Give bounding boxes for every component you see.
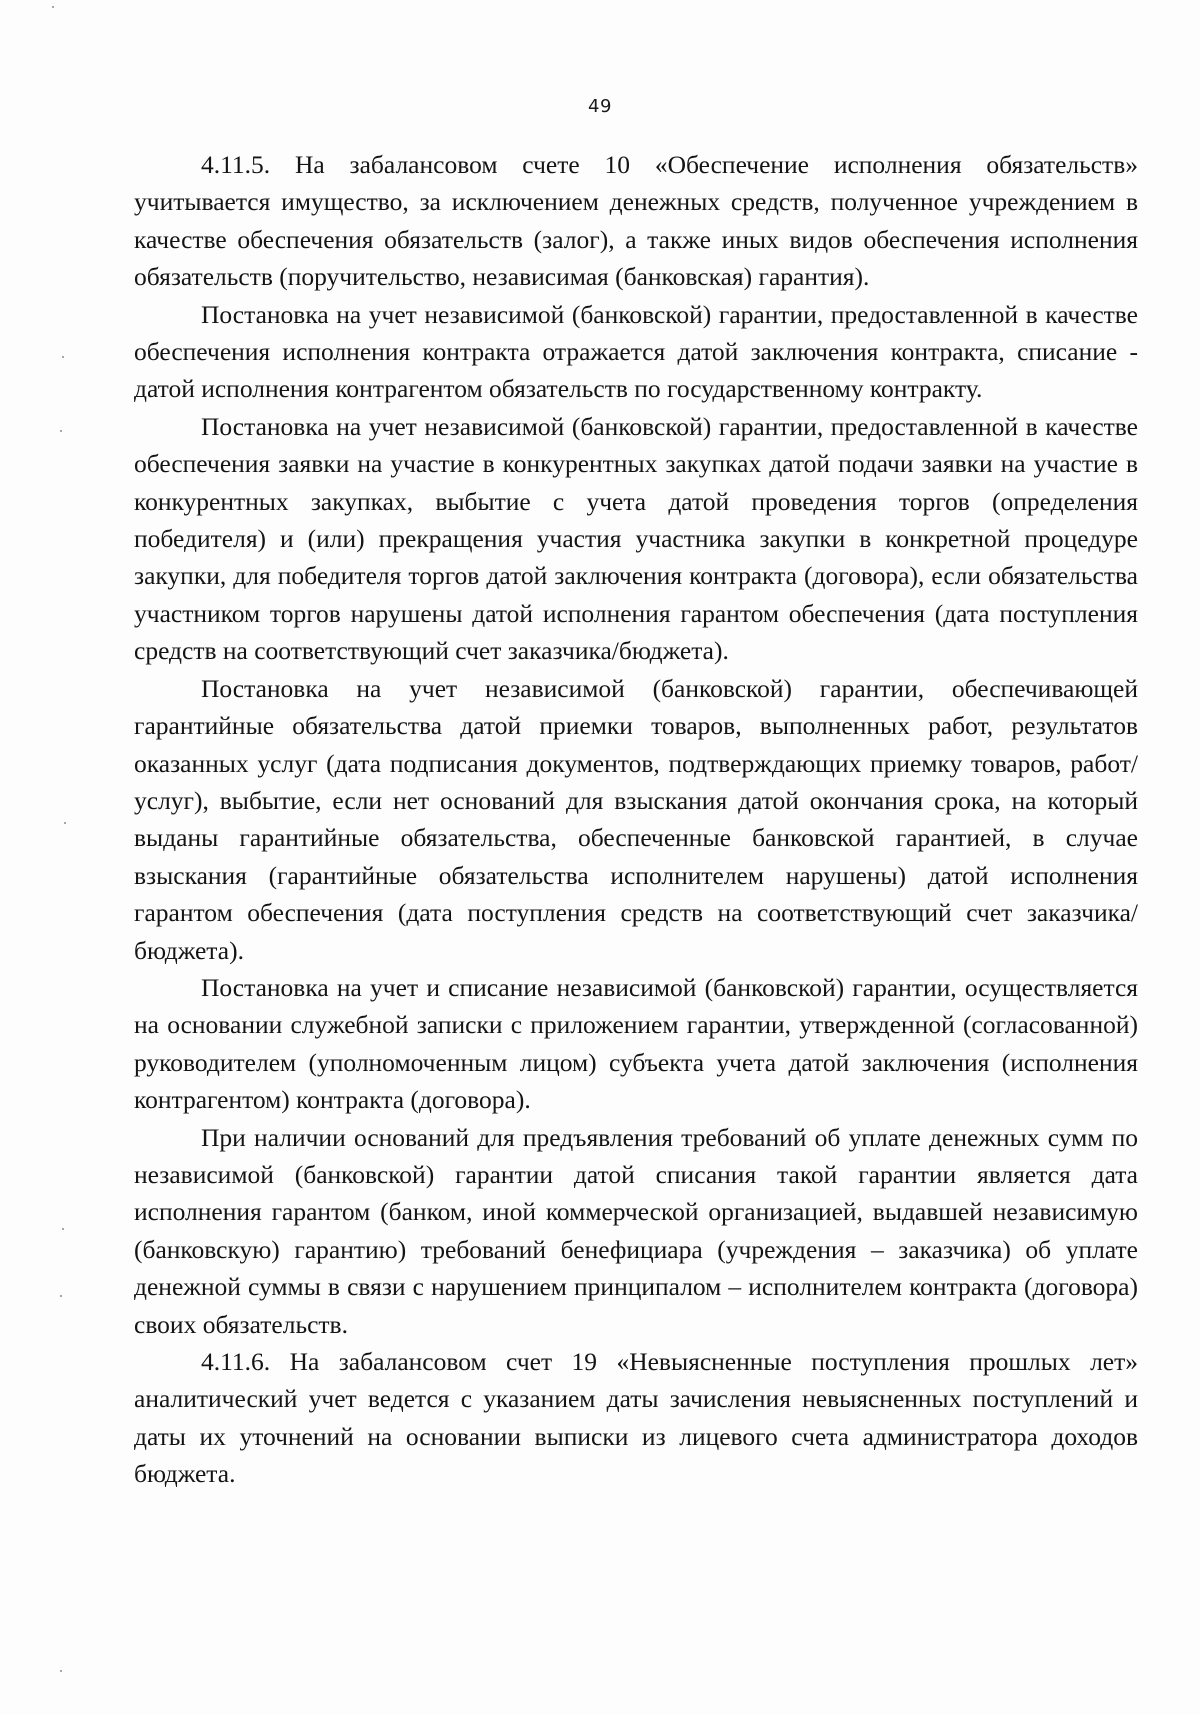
- document-body: [134, 146, 1138, 1493]
- paragraph-write-off: При наличии оснований для предъявления требований об уплате денежных сумм по независимой (банковской) гарантии датой списания такой гарантии является дата исполнения гарантом (банком, иной коммерческой организацией, выдавшей независимую (банковскую) гарантию) требований бенефициара (учреждения – заказчика) об уплате денежной суммы в связи с нарушением принципалом – исполнителем контракта (договора) своих обязательств.: [134, 1122, 1138, 1339]
- paragraph-warranty-guarantee: Постановка на учет независимой (банковской) гарантии, обеспечивающей гарантийные обязательства датой приемки товаров, выполненных работ, результатов оказанных услуг (дата подписания документов, подтверждающих приемку товаров, работ/услуг), выбытие, если нет оснований для взыскания датой окончания срока, на который выданы гарантийные обязательства, обеспеченные банковской гарантией, в случае взыскания (гарантийные обязательства исполнителем нарушены) датой исполнения гарантом обеспечения (дата поступления средств на соответствующий счет заказчика/бюджета).: [134, 673, 1138, 965]
- scan-speck: [60, 430, 62, 432]
- scan-speck: [60, 1295, 62, 1297]
- scan-speck: [62, 1228, 64, 1230]
- page-number: 49: [588, 96, 612, 117]
- scan-speck: [60, 1670, 62, 1672]
- paragraph-bid-guarantee: Постановка на учет независимой (банковской) гарантии, предоставленной в качестве обеспечения заявки на участие в конкурентных закупках датой подачи заявки на участие в конкурентных закупках, выбытие с учета датой проведения торгов (определения победителя) и (или) прекращения участия участника закупки в конкретной процедуре закупки, для победителя торгов датой заключения контракта (договора), если обязательства участником торгов нарушены датой исполнения гарантом обеспечения (дата поступления средств на соответствующий счет заказчика/бюджета).: [134, 411, 1138, 666]
- paragraph-contract-guarantee: Постановка на учет независимой (банковской) гарантии, предоставленной в качестве обеспечения исполнения контракта отражается датой заключения контракта, списание - датой исполнения контрагентом обязательств по государственному контракту.: [134, 299, 1138, 404]
- paragraph-registration-basis: Постановка на учет и списание независимой (банковской) гарантии, осуществляется на основании служебной записки с приложением гарантии, утвержденной (согласованной) руководителем (уполномоченным лицом) субъекта учета датой заключения (исполнения контрагентом) контракта (договора).: [134, 972, 1138, 1115]
- scan-speck: [62, 356, 64, 358]
- scan-speck: [52, 6, 54, 8]
- paragraph-4-11-6: 4.11.6. На забалансовом счет 19 «Невыясненные поступления прошлых лет» аналитический учет ведется с указанием даты зачисления невыясненных поступлений и даты их уточнений на основании выписки из лицевого счета администратора доходов бюджета.: [134, 1347, 1138, 1489]
- scan-speck: [64, 822, 66, 824]
- paragraph-4-11-5: 4.11.5. На забалансовом счете 10 «Обеспечение исполнения обязательств» учитывается имущество, за исключением денежных средств, полученное учреждением в качестве обеспечения обязательств (залог), а также иных видов обеспечения исполнения обязательств (поручительство, независимая (банковская) гарантия).: [134, 150, 1138, 292]
